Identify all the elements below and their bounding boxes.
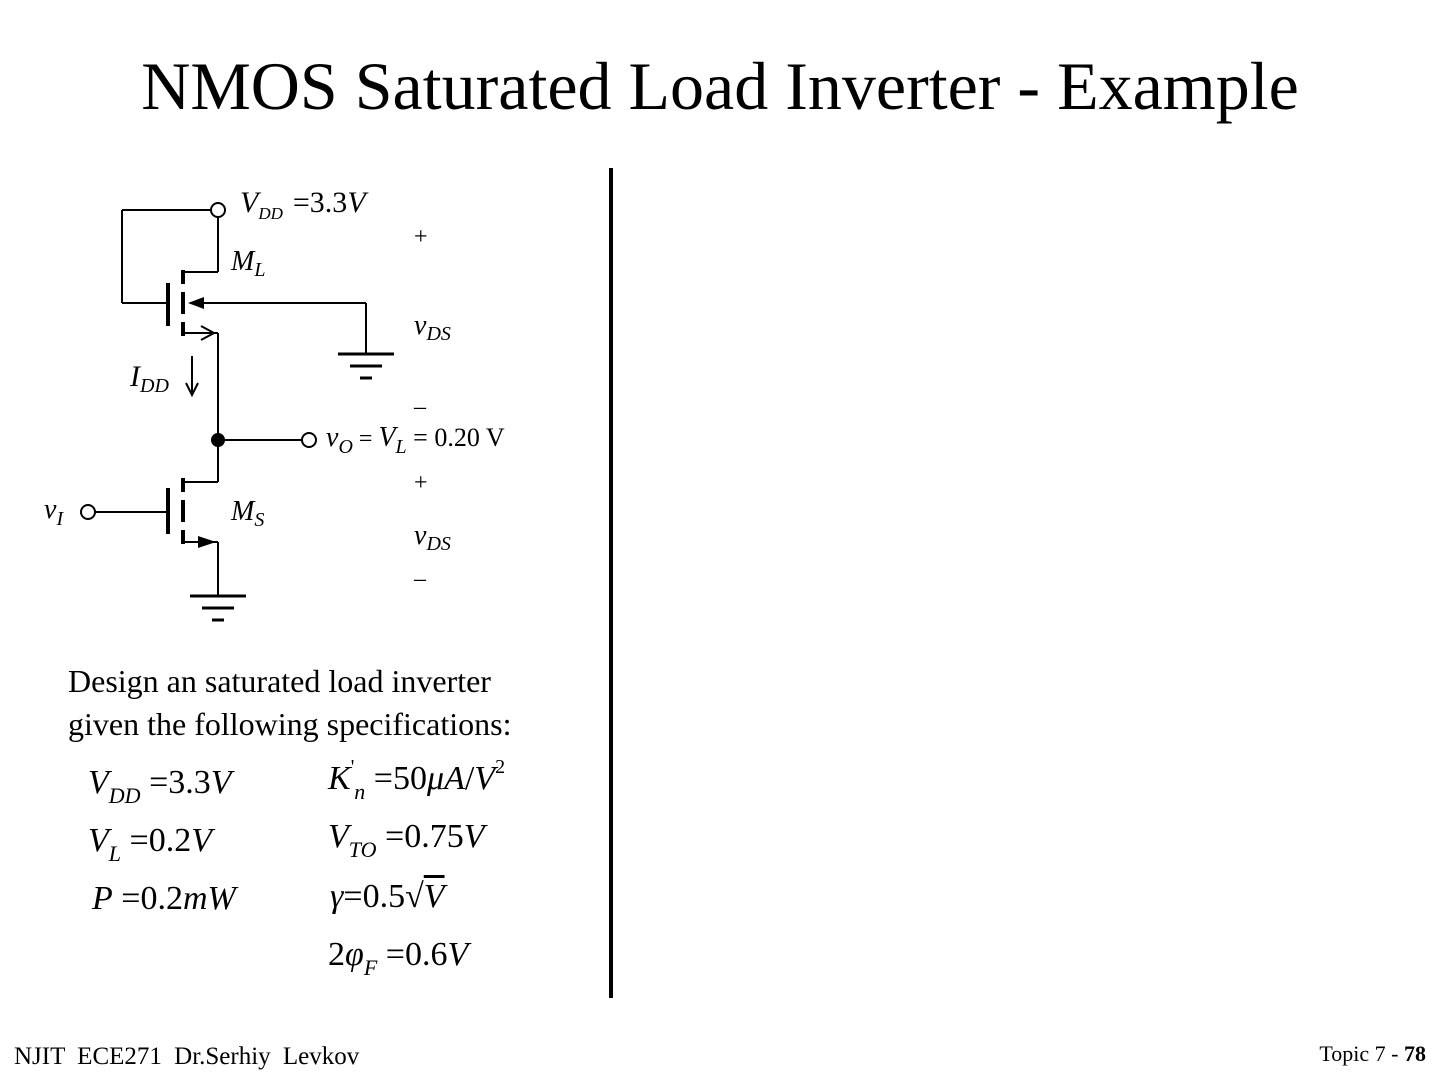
spec-vto: $V_{TO} =0.75V$ — [328, 818, 485, 862]
description-line: given the following specifications: — [68, 706, 512, 742]
spec-vdd: $V_{DD} =3.3V$ — [88, 764, 232, 808]
vds-top-plus: + — [414, 224, 428, 250]
vds-bottom-label: $v_{DS}$ — [414, 520, 451, 555]
spec-power: P =0.2mW — [92, 880, 236, 917]
vdd-terminal — [211, 203, 225, 217]
footer-course-info: NJIT ECE271 Dr.Serhiy Levkov — [14, 1043, 360, 1070]
output-terminal — [302, 433, 316, 447]
slide-title: NMOS Saturated Load Inverter - Example — [141, 48, 1299, 124]
vds-top-label: $v_{DS}$ — [414, 310, 451, 345]
design-description — [68, 660, 511, 746]
description-line: Design an saturated load inverter — [68, 663, 491, 699]
vds-top-minus: – — [414, 394, 426, 420]
switch-transistor-label: $M_S$ — [231, 496, 265, 531]
idd-label: $I_{DD}$ — [130, 360, 169, 397]
input-voltage-label: $v_I$ — [44, 494, 64, 530]
vdd-label: $V_{DD} =3.3V$ — [240, 186, 366, 223]
inverter-circuit-diagram — [0, 160, 600, 640]
output-voltage-label: $v_O = V_L = 0.20$ V — [326, 422, 505, 458]
spec-gamma: γ=0.5√V — [330, 878, 445, 915]
input-terminal — [81, 505, 95, 519]
vds-bottom-minus: – — [414, 566, 426, 592]
spec-kn: $K'_n =50\mu A/V^2$ — [328, 756, 506, 804]
spec-vl: $V_L =0.2V$ — [88, 822, 212, 866]
load-transistor-label: $M_L$ — [231, 246, 266, 281]
footer-page-number: Topic 7 - 78 — [1319, 1041, 1426, 1066]
spec-phi: $2\varphi_F =0.6V$ — [328, 936, 469, 980]
vds-bottom-plus: + — [414, 470, 428, 496]
vertical-divider — [609, 168, 613, 998]
